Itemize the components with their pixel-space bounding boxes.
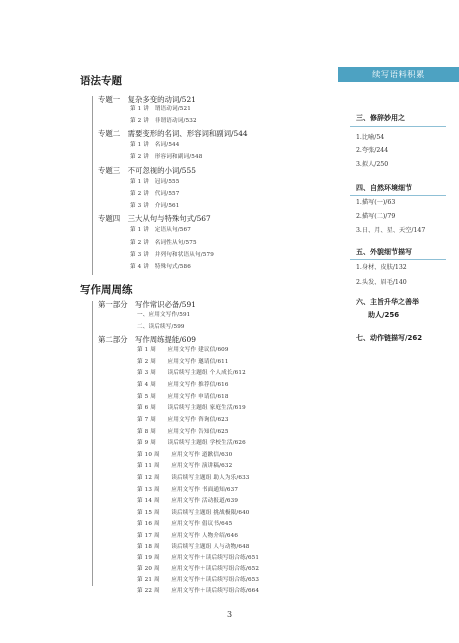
- sidebar-item: 1.描写(一)/63: [356, 199, 396, 206]
- sidebar-banner: 续写语料积累: [338, 67, 459, 82]
- writing-part-2: 第二部分 写作周练提能/609: [98, 335, 196, 344]
- writing-week: 第 7 周 应用文写作 咨询信/623: [137, 417, 229, 423]
- sidebar-group-title: 四、自然环境细节: [356, 184, 412, 192]
- section-title-grammar: 语法专题: [80, 75, 122, 87]
- grammar-lesson: 第 3 讲 介词/561: [130, 203, 180, 209]
- writing-part-item: 一、应用文写作/591: [137, 312, 191, 318]
- sidebar-divider: [350, 259, 446, 260]
- writing-part-item: 二、读后续写/599: [137, 324, 185, 330]
- writing-vertical-rule: [92, 301, 93, 586]
- grammar-lesson: 第 4 讲 特殊句式/586: [130, 264, 191, 270]
- section-title-writing: 写作周周练: [80, 284, 133, 296]
- grammar-lesson: 第 3 讲 并列句和状语从句/579: [130, 252, 214, 258]
- writing-week: 第 17 周 应用文写作 人物介绍/646: [137, 533, 239, 539]
- writing-week: 第 4 周 应用文写作 推荐信/616: [137, 382, 229, 388]
- sidebar-item: 1.身材、皮肤/132: [356, 264, 407, 271]
- writing-week: 第 12 周 读后续写主题组 助人为乐/633: [137, 475, 250, 481]
- sidebar-item: 2.描写(二)/79: [356, 213, 396, 220]
- grammar-lesson: 第 2 讲 名词性从句/575: [130, 240, 197, 246]
- writing-week: 第 5 周 应用文写作 申请信/618: [137, 394, 229, 400]
- sidebar-item: 1.比喻/54: [356, 134, 385, 141]
- grammar-topic-2: 专题二 需要变形的名词、形容词和副词/544: [98, 129, 248, 138]
- writing-week: 第 3 周 读后续写主题组 个人成长/612: [137, 370, 246, 376]
- grammar-topic-4: 专题四 三大从句与特殊句式/567: [98, 214, 211, 223]
- grammar-lesson: 第 1 讲 定语从句/567: [130, 227, 191, 233]
- writing-week: 第 19 周 应用文写作＋读后续写组合练/651: [137, 555, 260, 561]
- grammar-lesson: 第 2 讲 形容词和副词/548: [130, 154, 203, 160]
- writing-week: 第 16 周 应用文写作 倡议书/645: [137, 521, 233, 527]
- writing-week: 第 14 周 应用文写作 活动报道/639: [137, 498, 239, 504]
- writing-week: 第 9 周 读后续写主题组 学校生活/626: [137, 440, 246, 446]
- writing-week: 第 2 周 应用文写作 邀请信/611: [137, 359, 229, 365]
- grammar-lesson: 第 2 讲 代词/557: [130, 191, 180, 197]
- sidebar-group-title: 七、动作链描写/262: [356, 334, 423, 342]
- sidebar-item: 3.拟人/250: [356, 161, 389, 168]
- sidebar-item: 3.日、月、星、天空/147: [356, 227, 426, 234]
- page-number: 3: [226, 610, 233, 619]
- sidebar-divider: [350, 195, 446, 196]
- sidebar-item: 2.头发、眉毛/140: [356, 279, 407, 286]
- writing-week: 第 8 周 应用文写作 告知信/625: [137, 429, 229, 435]
- grammar-topic-1: 专题一 复杂多变的动词/521: [98, 95, 196, 104]
- grammar-lesson: 第 1 讲 冠词/555: [130, 179, 180, 185]
- writing-week: 第 21 周 应用文写作＋读后续写组合练/653: [137, 577, 260, 583]
- writing-week: 第 11 周 应用文写作 演讲稿/632: [137, 463, 233, 469]
- writing-week: 第 1 周 应用文写作 建议信/609: [137, 347, 229, 353]
- grammar-lesson: 第 1 讲 谓语动词/521: [130, 106, 191, 112]
- sidebar-group-title-cont: 助人/256: [368, 311, 400, 319]
- grammar-lesson: 第 2 讲 非谓语动词/532: [130, 118, 197, 124]
- writing-week: 第 18 周 读后续写主题组 人与动物/648: [137, 544, 250, 550]
- writing-week: 第 6 周 读后续写主题组 家庭生活/619: [137, 405, 246, 411]
- writing-week: 第 10 周 应用文写作 道歉信/630: [137, 452, 233, 458]
- grammar-vertical-rule: [92, 96, 93, 275]
- writing-week: 第 13 周 应用文写作 书面通知/637: [137, 487, 239, 493]
- sidebar-divider: [350, 126, 446, 127]
- sidebar-group-title: 三、修辞妙用之: [356, 114, 405, 122]
- writing-part-1: 第一部分 写作常识必备/591: [98, 300, 196, 309]
- writing-week: 第 20 周 应用文写作＋读后续写组合练/652: [137, 566, 260, 572]
- sidebar-group-title: 五、外貌细节描写: [356, 248, 412, 256]
- grammar-lesson: 第 1 讲 名词/544: [130, 142, 180, 148]
- writing-week: 第 15 周 读后续写主题组 挑战极限/640: [137, 510, 250, 516]
- sidebar-item: 2.夸张/244: [356, 147, 389, 154]
- writing-week: 第 22 周 应用文写作＋读后续写组合练/664: [137, 588, 260, 594]
- grammar-topic-3: 专题三 不可忽视的小词/555: [98, 166, 196, 175]
- sidebar-group-title: 六、主旨升华之善举: [356, 298, 419, 306]
